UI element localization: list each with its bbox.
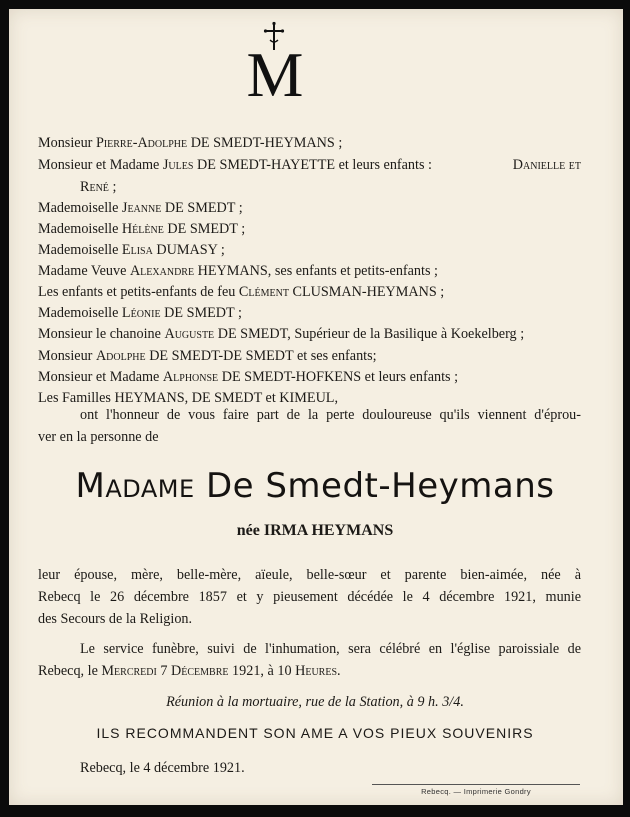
service-line-1: Le service funèbre, suivi de l'inhumation, sera célébré en l'église paroissiale de <box>80 641 581 657</box>
announce-line-1: ont l'honneur de vous faire part de la perte douloureuse qu'ils viennent d'éprou- <box>80 407 581 423</box>
family-line: Monsieur et Madame Jules DE SMEDT-HAYETTE et leurs enfants : Danielle et <box>38 157 581 173</box>
reunion-notice: Réunion à la mortuaire, rue de la Station, à 9 h. 3/4. <box>166 694 464 710</box>
announce-line-2: ver en la personne de <box>38 429 159 445</box>
deceased-maiden-name: née IRMA HEYMANS <box>236 522 394 539</box>
family-line: Monsieur le chanoine Auguste DE SMEDT, Supérieur de la Basilique à Koekelberg ; <box>38 326 525 342</box>
description-line-1: leur épouse, mère, belle-mère, aïeule, belle-sœur et parente bien-aimée, née à <box>38 567 581 583</box>
recommendation: ILS RECOMMANDENT SON AME A VOS PIEUX SOUVENIRS <box>96 725 534 741</box>
family-line: Monsieur et Madame Alphonse DE SMEDT-HOFKENS et leurs enfants ; <box>38 369 459 385</box>
family-line: René ; <box>80 179 117 195</box>
deceased-surname: De Smedt-Heymans <box>205 466 555 506</box>
family-line: Madame Veuve Alexandre HEYMANS, ses enfants et petits-enfants ; <box>38 263 438 279</box>
family-line: Monsieur Adolphe DE SMEDT-DE SMEDT et ses enfants; <box>38 348 377 364</box>
description-line-2: Rebecq le 26 décembre 1857 et y pieusement décédée le 4 décembre 1921, munie <box>38 589 581 605</box>
deceased-title: Madame <box>75 466 195 506</box>
family-line: Mademoiselle Elisa DUMASY ; <box>38 242 225 258</box>
description-line-3: des Secours de la Religion. <box>38 611 193 627</box>
family-line: Les enfants et petits-enfants de feu Clément CLUSMAN-HEYMANS ; <box>38 284 445 300</box>
cross-icon <box>230 20 320 100</box>
monogram-letter: M <box>246 39 304 100</box>
dateline: Rebecq, le 4 décembre 1921. <box>80 760 245 776</box>
family-line: Mademoiselle Jeanne DE SMEDT ; <box>38 200 243 216</box>
service-line-2: Rebecq, le Mercredi 7 Décembre 1921, à 10 Heures. <box>38 663 341 679</box>
monogram <box>230 20 320 100</box>
family-line: Monsieur Pierre-Adolphe DE SMEDT-HEYMANS ; <box>38 135 343 151</box>
printer-imprint: Rebecq. — Imprimerie Gondry <box>421 787 531 796</box>
family-line: Mademoiselle Hélène DE SMEDT ; <box>38 221 246 237</box>
deceased-name <box>0 466 630 506</box>
family-line: Mademoiselle Léonie DE SMEDT ; <box>38 305 242 321</box>
printer-rule <box>372 784 580 785</box>
family-line: Les Familles HEYMANS, DE SMEDT et KIMEUL, <box>38 390 339 406</box>
